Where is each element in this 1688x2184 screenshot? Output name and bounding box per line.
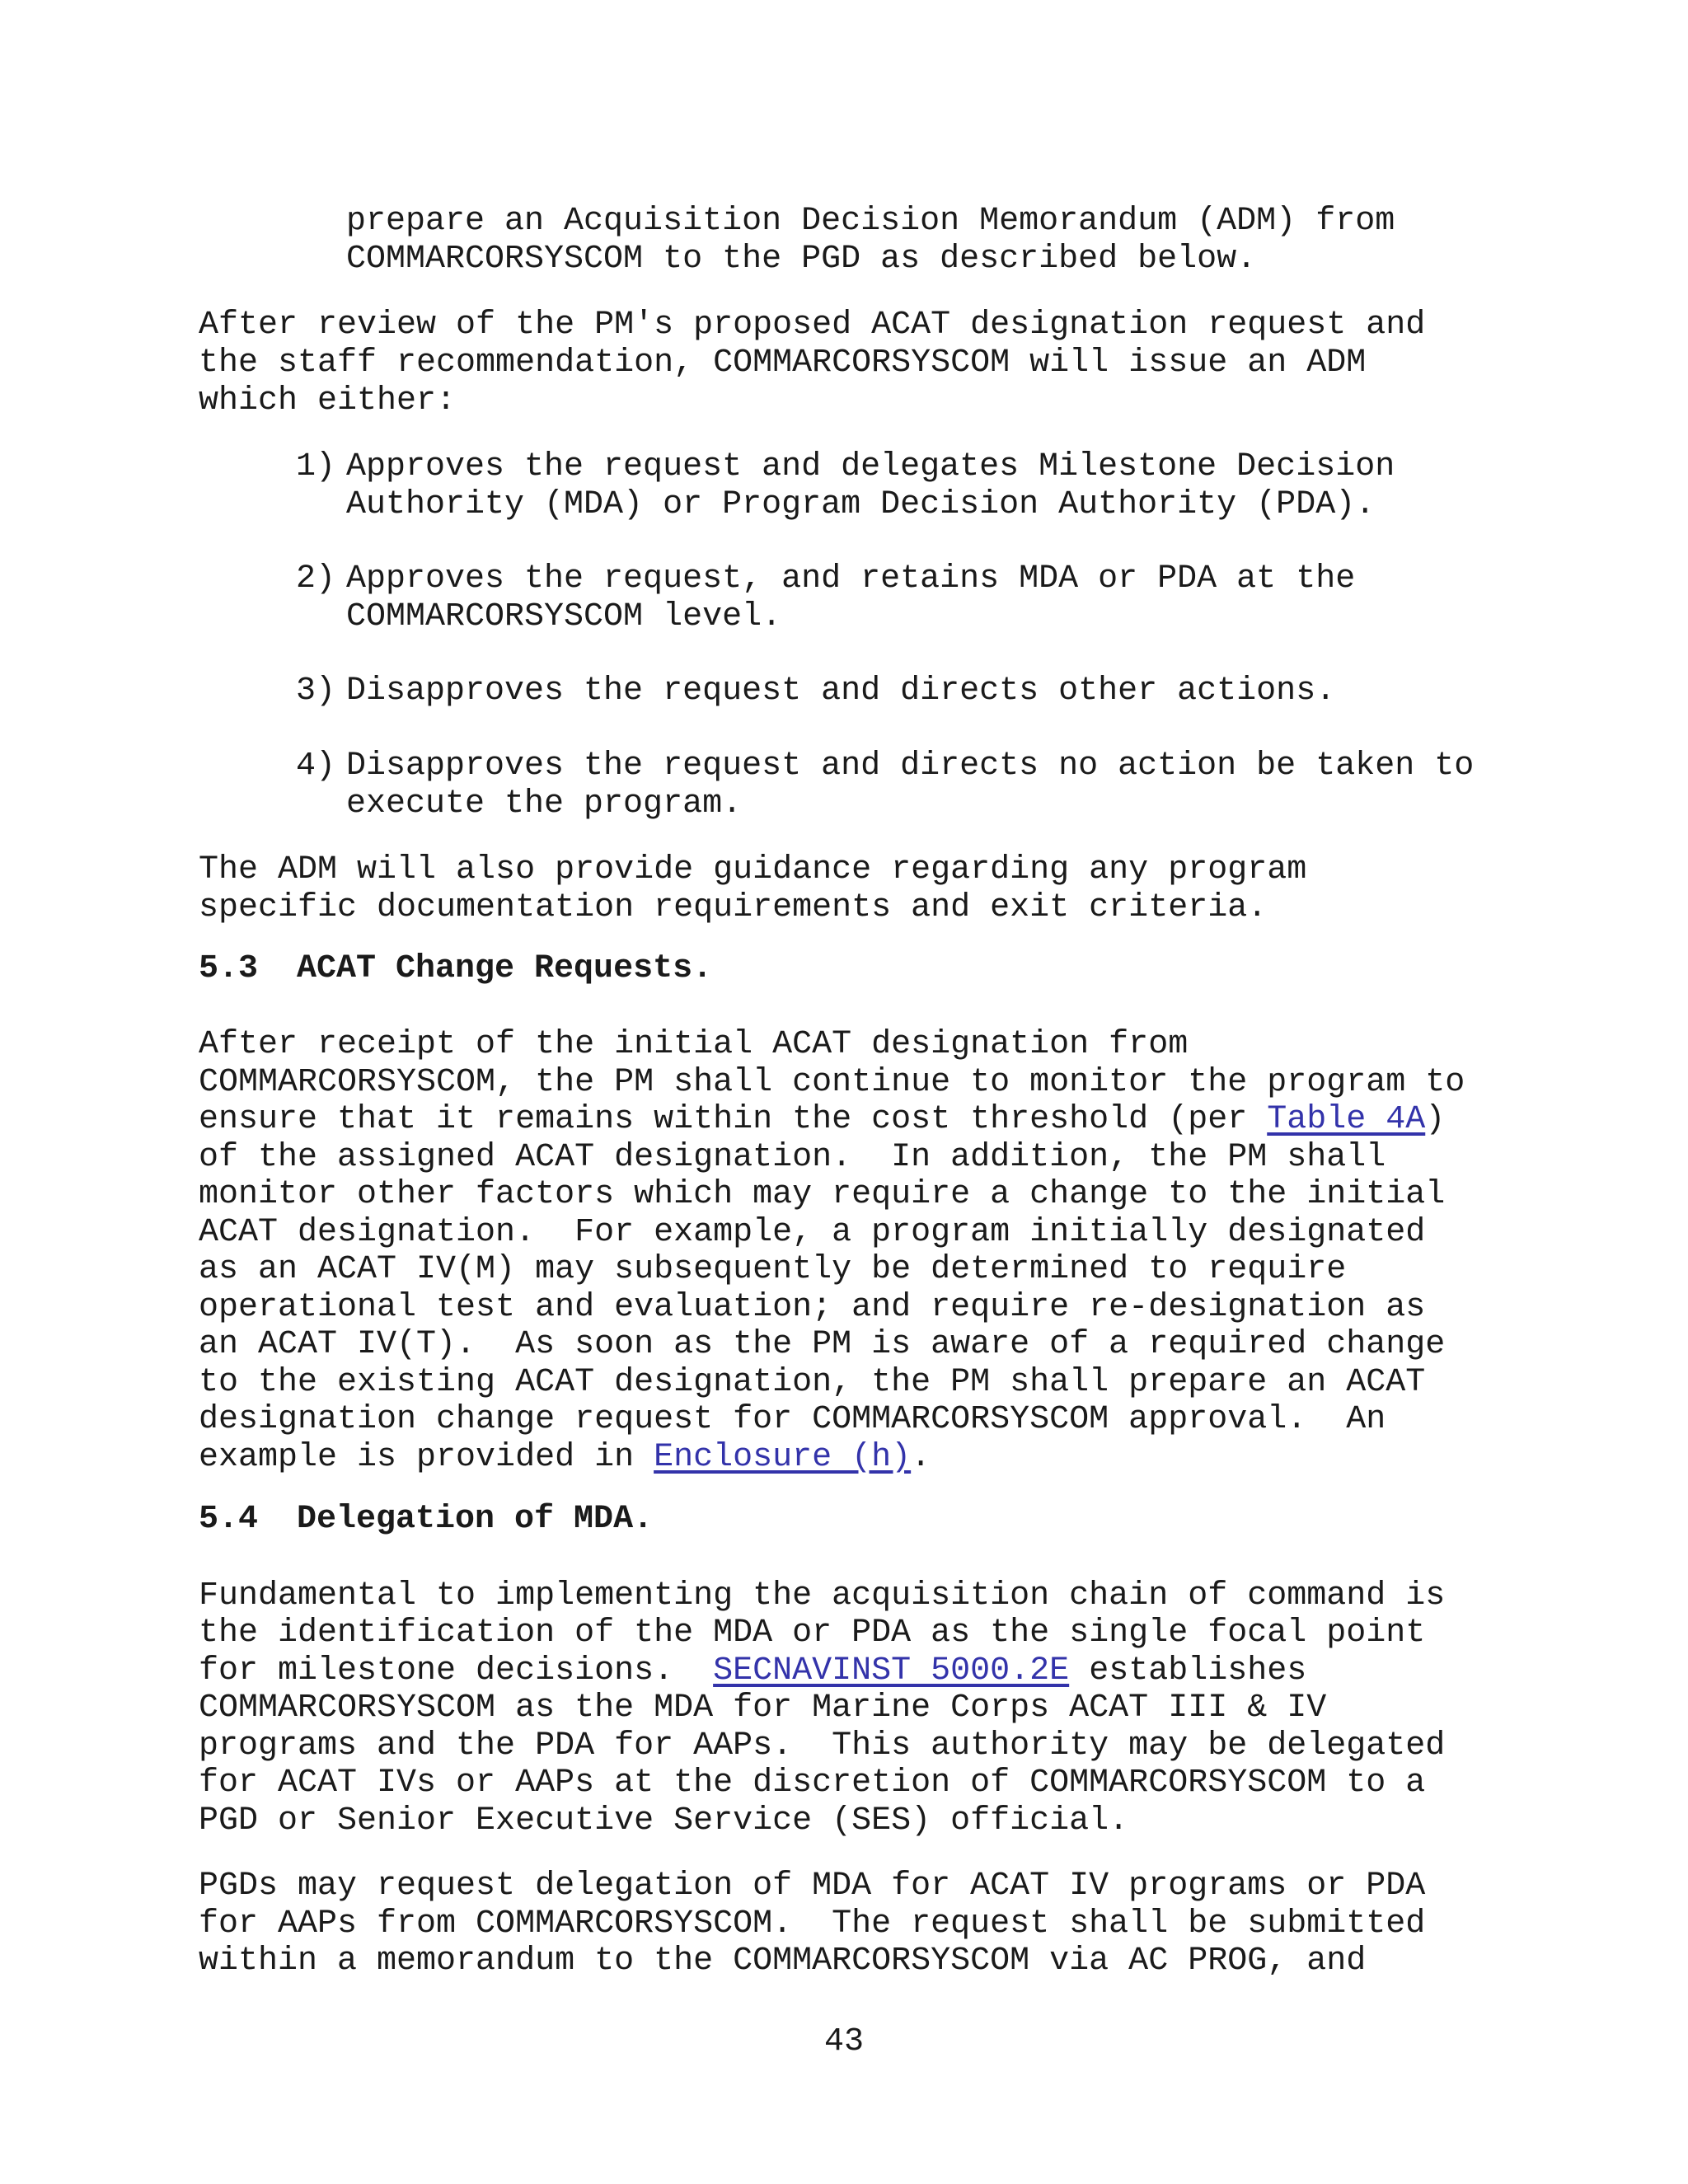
table-4a-link[interactable]: Table 4A: [1267, 1101, 1426, 1138]
s54-p1-line-6: for ACAT IVs or AAPs at the discretion of COMMARCORSYSCOM to a: [199, 1765, 1426, 1802]
s53-line-5: monitor other factors which may require a change to the initial: [199, 1176, 1446, 1213]
s53-line-4: of the assigned ACAT designation. In addition, the PM shall: [199, 1139, 1386, 1176]
s53-line-1: After receipt of the initial ACAT designation from: [199, 1026, 1189, 1063]
s53-line-10: to the existing ACAT designation, the PM shall prepare an ACAT: [199, 1364, 1426, 1401]
page-number: 43: [823, 2023, 864, 2060]
option-1-line-2: Authority (MDA) or Program Decision Authority (PDA).: [346, 486, 1376, 523]
intro-line-1: prepare an Acquisition Decision Memorandum (ADM) from: [346, 203, 1395, 240]
s54-p2-line-1: PGDs may request delegation of MDA for ACAT IV programs or PDA: [199, 1868, 1426, 1905]
option-2-line-2: COMMARCORSYSCOM level.: [346, 598, 782, 635]
s53-line-11: designation change request for COMMARCORSYSCOM approval. An: [199, 1401, 1386, 1438]
s54-p1-line-5: programs and the PDA for AAPs. This authority may be delegated: [199, 1727, 1446, 1765]
section-5-4-number: 5.4: [199, 1501, 259, 1538]
section-5-3-title: ACAT Change Requests.: [297, 950, 713, 987]
s54-p1-line-7: PGD or Senior Executive Service (SES) official.: [199, 1802, 1129, 1840]
s54-p2-line-3: within a memorandum to the COMMARCORSYSCOM via AC PROG, and: [199, 1943, 1367, 1980]
s53-line-9: an ACAT IV(T). As soon as the PM is aware of a required change: [199, 1326, 1446, 1363]
s53-line-7: as an ACAT IV(M) may subsequently be determined to require: [199, 1251, 1347, 1288]
s54-p1-line-2: the identification of the MDA or PDA as the single focal point: [199, 1615, 1426, 1652]
s54-p1-line-1: Fundamental to implementing the acquisition chain of command is: [199, 1577, 1446, 1615]
option-number: 2): [296, 560, 336, 598]
enclosure-h-link[interactable]: Enclosure (h): [654, 1439, 912, 1476]
intro-line-2: COMMARCORSYSCOM to the PGD as described below.: [346, 241, 1257, 278]
option-number: 3): [296, 673, 336, 710]
option-1-line-1: Approves the request and delegates Milestone Decision: [346, 448, 1395, 485]
s53-line-12: example is provided in Enclosure (h).: [199, 1439, 931, 1476]
s53-line-8: operational test and evaluation; and require re-designation as: [199, 1289, 1426, 1326]
s53-line-2: COMMARCORSYSCOM, the PM shall continue to monitor the program to: [199, 1064, 1465, 1101]
option-2-line-1: Approves the request, and retains MDA or PDA at the: [346, 560, 1356, 598]
s54-p1-line-4: COMMARCORSYSCOM as the MDA for Marine Corps ACAT III & IV: [199, 1690, 1327, 1727]
s53-line-6: ACAT designation. For example, a program initially designated: [199, 1214, 1426, 1251]
review-line-2: the staff recommendation, COMMARCORSYSCOM will issue an ADM: [199, 344, 1367, 382]
guidance-line-2: specific documentation requirements and exit criteria.: [199, 889, 1268, 926]
option-number: 1): [296, 448, 336, 485]
option-4-line-2: execute the program.: [346, 785, 743, 823]
option-3-line-1: Disapproves the request and directs other actions.: [346, 673, 1336, 710]
review-line-1: After review of the PM's proposed ACAT designation request and: [199, 307, 1426, 344]
s54-p1-line-3: for milestone decisions. SECNAVINST 5000.2E establishes: [199, 1652, 1307, 1690]
guidance-line-1: The ADM will also provide guidance regarding any program: [199, 851, 1307, 888]
s53-line-3: ensure that it remains within the cost threshold (per Table 4A): [199, 1101, 1446, 1138]
s54-p2-line-2: for AAPs from COMMARCORSYSCOM. The request shall be submitted: [199, 1905, 1426, 1943]
secnavinst-link[interactable]: SECNAVINST 5000.2E: [713, 1652, 1070, 1690]
review-line-3: which either:: [199, 382, 457, 419]
section-5-3-number: 5.3: [199, 950, 259, 987]
section-5-4-title: Delegation of MDA.: [297, 1501, 654, 1538]
option-number: 4): [296, 748, 336, 785]
option-4-line-1: Disapproves the request and directs no action be taken to: [346, 748, 1475, 785]
